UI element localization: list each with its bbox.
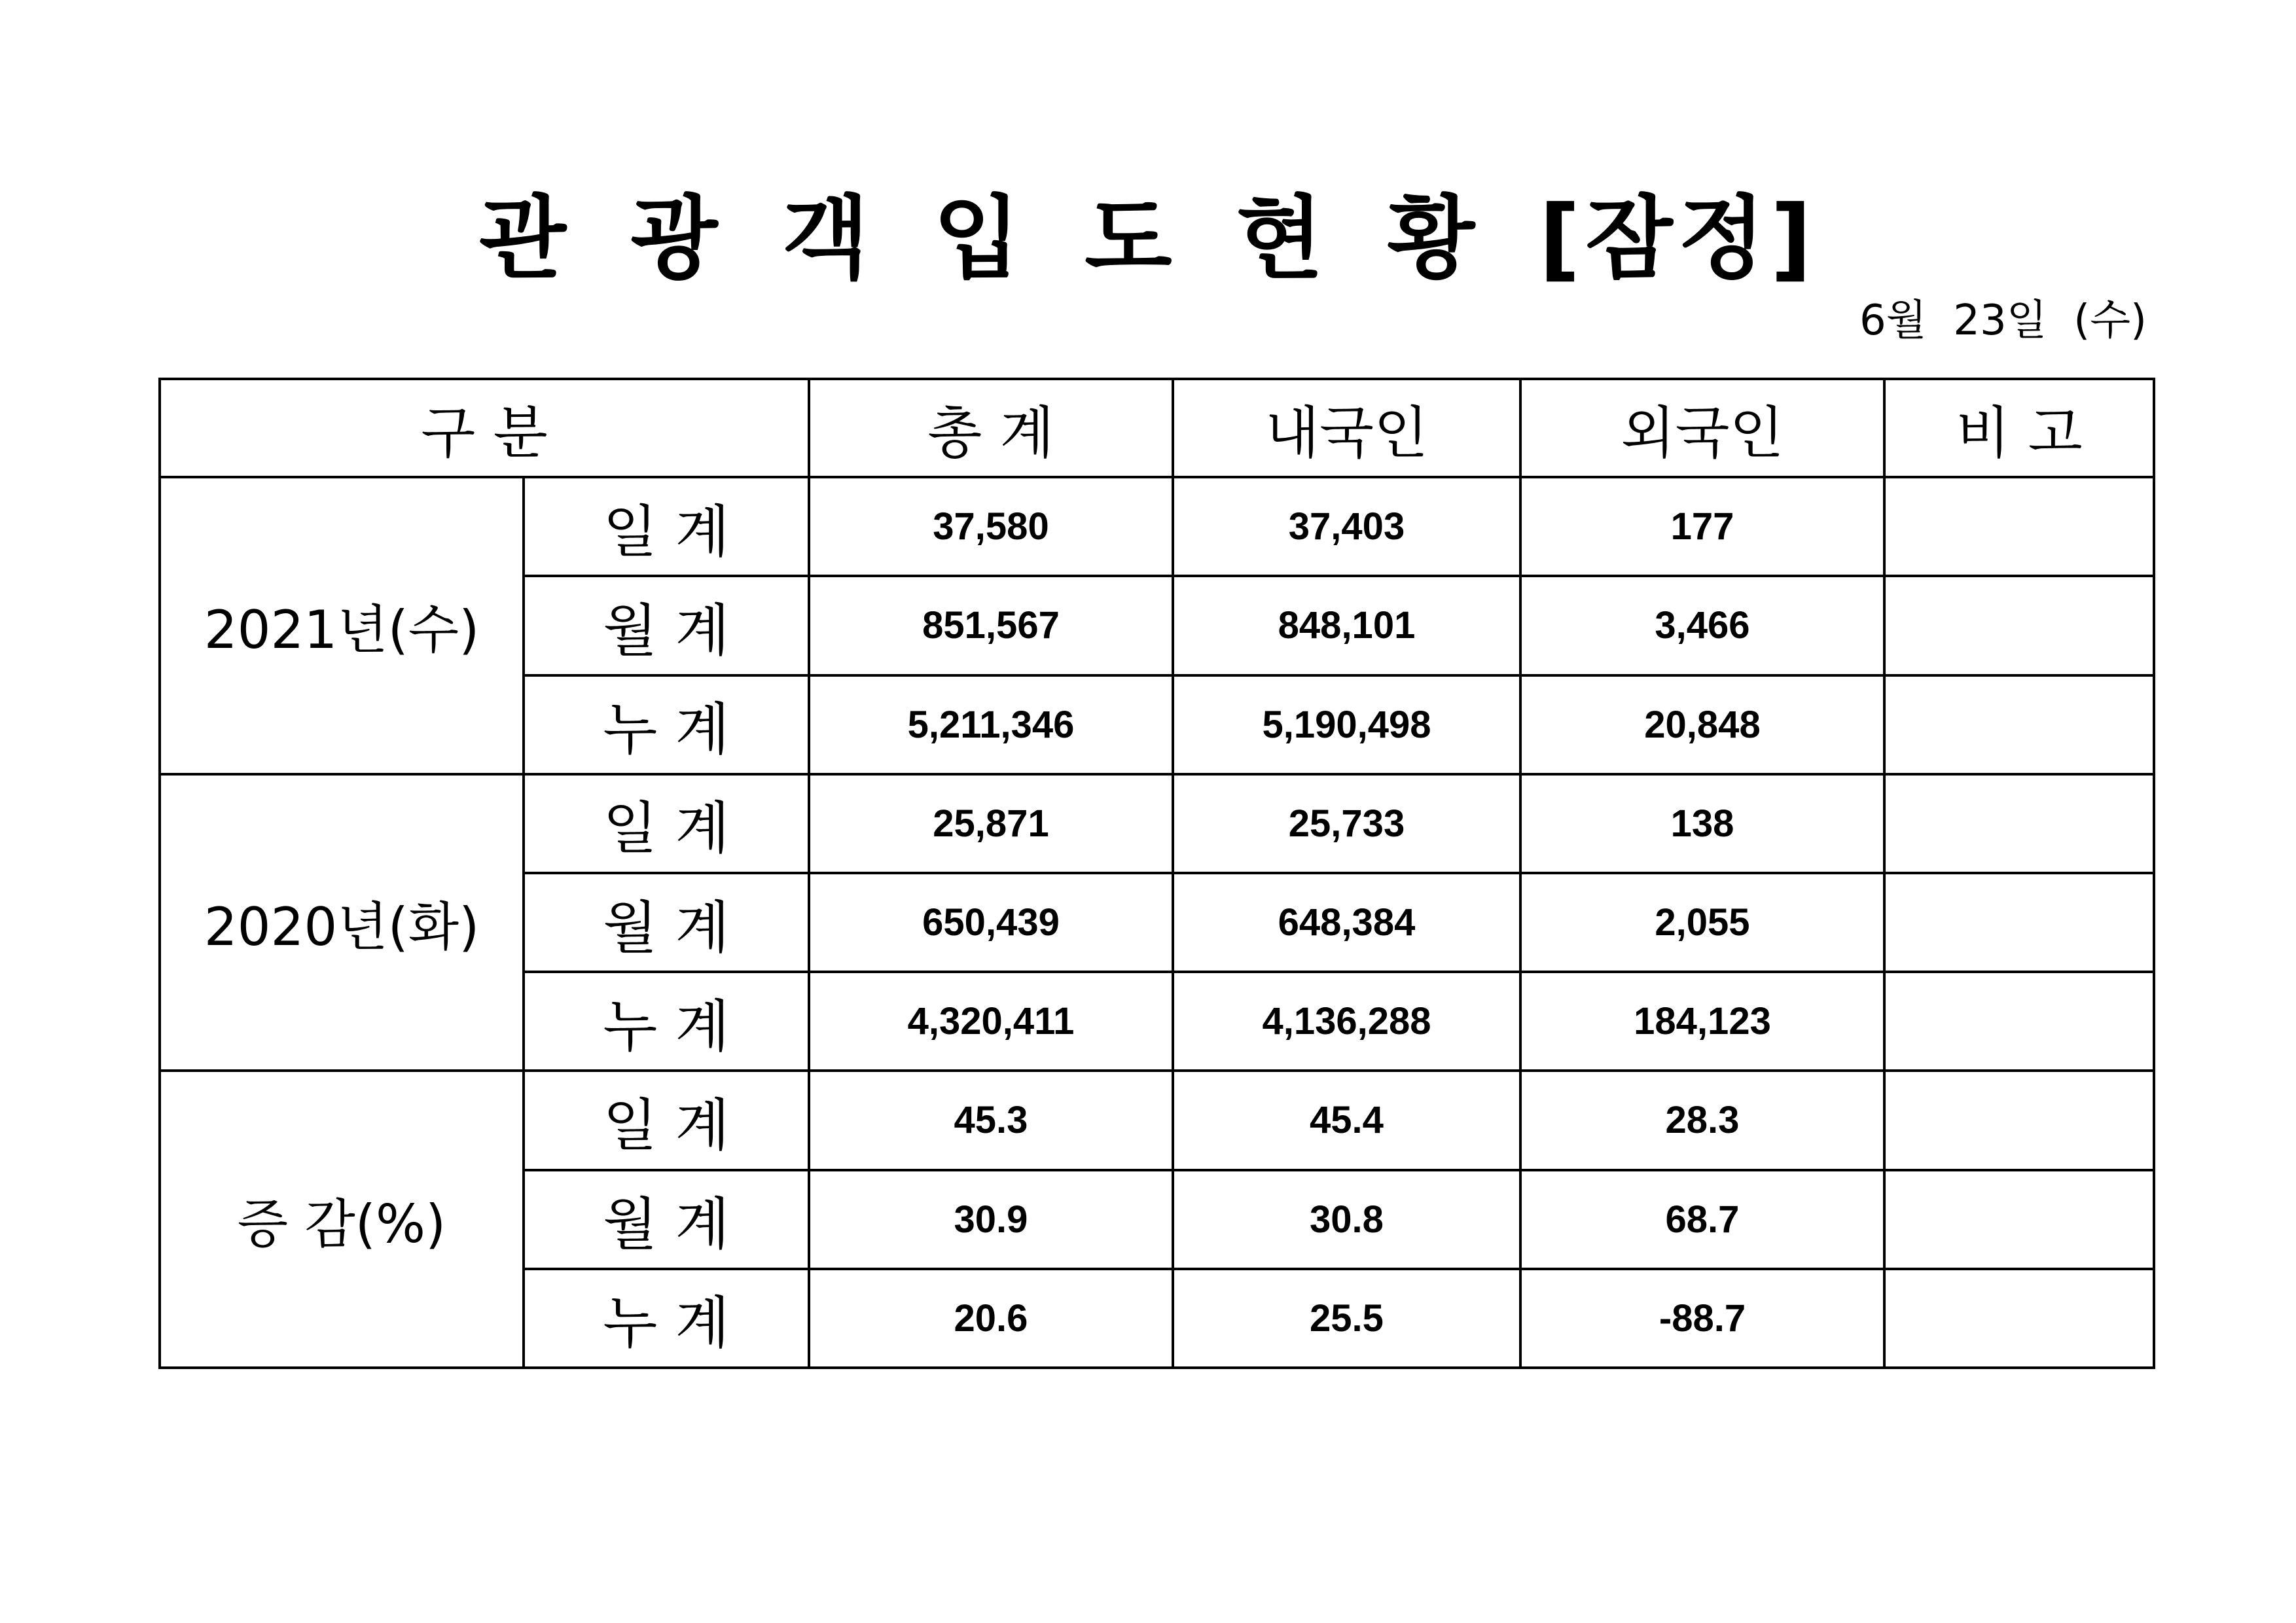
domestic-value: 5,190,498: [1173, 675, 1520, 774]
domestic-value: 25.5: [1173, 1269, 1520, 1368]
foreign-value: 177: [1520, 477, 1884, 576]
period-label: 월 계: [524, 576, 809, 675]
table-row: [160, 1071, 2154, 1169]
period-label: 일 계: [524, 774, 809, 873]
total-value: 650,439: [809, 873, 1173, 972]
period-label: 누 계: [524, 675, 809, 774]
period-label: 일 계: [524, 477, 809, 576]
header-category: 구 분: [160, 379, 809, 477]
foreign-value: 3,466: [1520, 576, 1884, 675]
total-value: 37,580: [809, 477, 1173, 576]
period-label: 일 계: [524, 1071, 809, 1169]
total-value: 25,871: [809, 774, 1173, 873]
header-remarks: 비 고: [1884, 379, 2154, 477]
remarks-cell: [1884, 477, 2154, 576]
period-label: 누 계: [524, 972, 809, 1071]
foreign-value: 20,848: [1520, 675, 1884, 774]
table-row: [160, 477, 2154, 576]
header-domestic: 내국인: [1173, 379, 1520, 477]
remarks-cell: [1884, 972, 2154, 1071]
foreign-value: -88.7: [1520, 1269, 1884, 1368]
total-value: 5,211,346: [809, 675, 1173, 774]
period-label: 월 계: [524, 1170, 809, 1269]
remarks-cell: [1884, 1269, 2154, 1368]
domestic-value: 37,403: [1173, 477, 1520, 576]
period-label: 누 계: [524, 1269, 809, 1368]
domestic-value: 45.4: [1173, 1071, 1520, 1169]
report-date: 6월 23일 (수): [1859, 296, 2147, 345]
total-value: 30.9: [809, 1170, 1173, 1269]
domestic-value: 4,136,288: [1173, 972, 1520, 1071]
total-value: 45.3: [809, 1071, 1173, 1169]
remarks-cell: [1884, 675, 2154, 774]
table-row: [160, 774, 2154, 873]
remarks-cell: [1884, 774, 2154, 873]
total-value: 851,567: [809, 576, 1173, 675]
remarks-cell: [1884, 1170, 2154, 1269]
document-title: 관 광 객 입 도 현 황 [잠정]: [478, 186, 1818, 291]
foreign-value: 68.7: [1520, 1170, 1884, 1269]
foreign-value: 28.3: [1520, 1071, 1884, 1169]
header-total: 총 계: [809, 379, 1173, 477]
remarks-cell: [1884, 873, 2154, 972]
header-foreign: 외국인: [1520, 379, 1884, 477]
table-header-row: [160, 379, 2154, 477]
group-label: 2021년(수): [160, 477, 524, 774]
domestic-value: 848,101: [1173, 576, 1520, 675]
foreign-value: 138: [1520, 774, 1884, 873]
foreign-value: 184,123: [1520, 972, 1884, 1071]
domestic-value: 648,384: [1173, 873, 1520, 972]
total-value: 4,320,411: [809, 972, 1173, 1071]
group-label: 증 감(%): [160, 1071, 524, 1368]
domestic-value: 30.8: [1173, 1170, 1520, 1269]
remarks-cell: [1884, 576, 2154, 675]
remarks-cell: [1884, 1071, 2154, 1169]
period-label: 월 계: [524, 873, 809, 972]
group-label: 2020년(화): [160, 774, 524, 1071]
total-value: 20.6: [809, 1269, 1173, 1368]
tourist-arrivals-table: [158, 378, 2155, 1369]
domestic-value: 25,733: [1173, 774, 1520, 873]
foreign-value: 2,055: [1520, 873, 1884, 972]
